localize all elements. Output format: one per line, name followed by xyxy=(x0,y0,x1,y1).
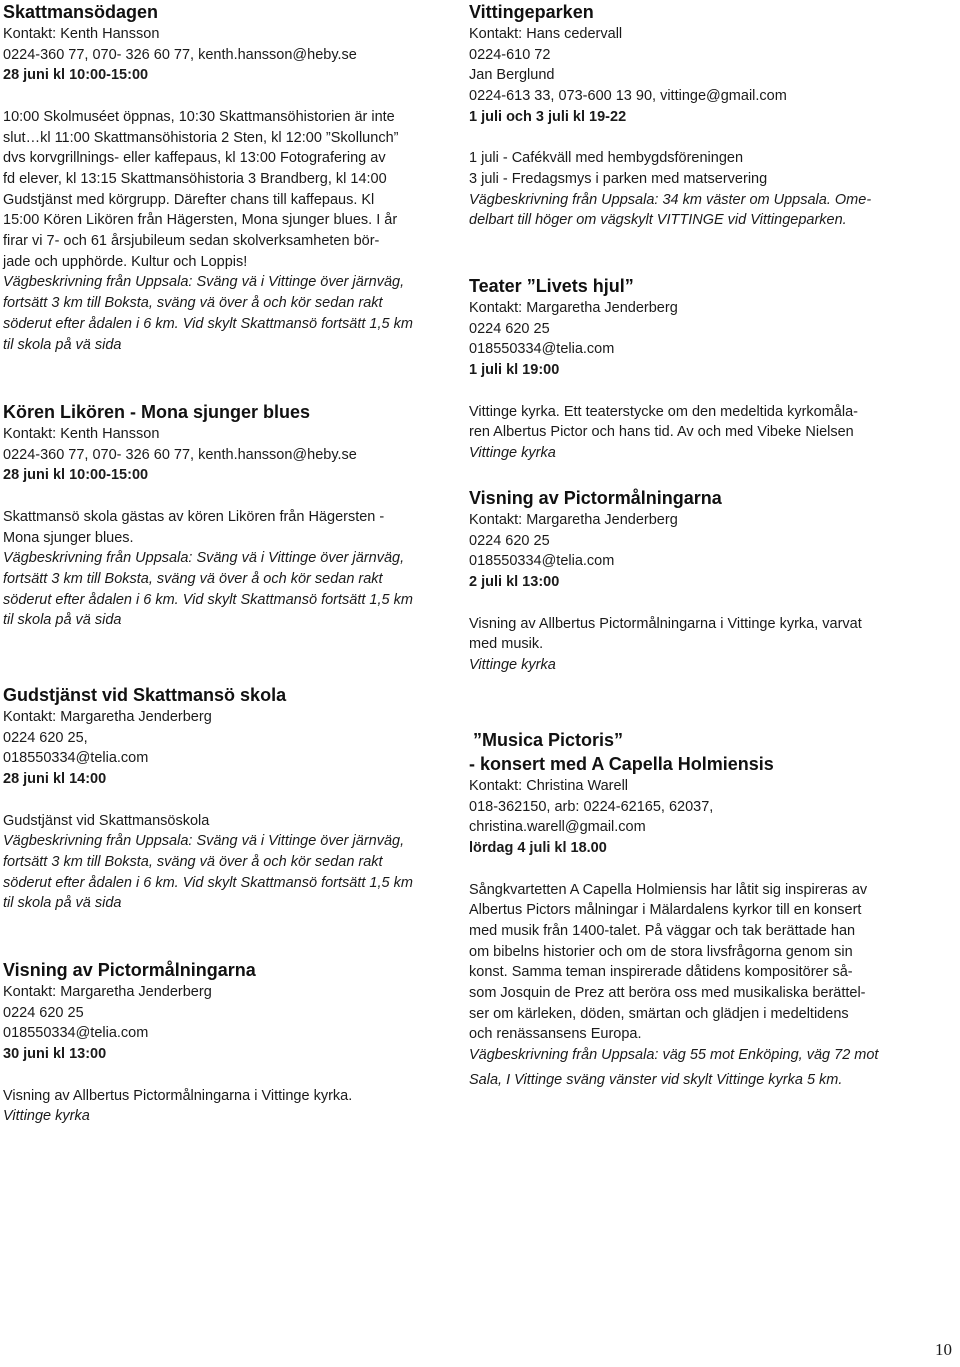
page-number: 10 xyxy=(935,1340,952,1360)
event-date: lördag 4 juli kl 18.00 xyxy=(469,840,607,857)
event-body-line: konst. Samma teman inspirerade dåtidens kompositörer så- xyxy=(469,964,853,981)
event-title: Kören Likören - Mona sjunger blues xyxy=(3,402,311,422)
event-place: Vittinge kyrka xyxy=(469,656,556,673)
event-body-line: och renässansens Europa. xyxy=(469,1026,642,1043)
event-directions-line: til skola på vä sida xyxy=(3,612,122,629)
event-date: 30 juni kl 13:00 xyxy=(3,1046,107,1063)
event-body-line: jade och upphörde. Kultur och Loppis! xyxy=(3,253,248,270)
event-directions-line: Sala, I Vittinge sväng vänster vid skylt Vittinge kyrka 5 km. xyxy=(469,1071,843,1088)
event-phone: 0224 620 25, xyxy=(3,729,88,746)
event-musica-pictoris xyxy=(469,728,939,1091)
event-contact-name: Jan Berglund xyxy=(469,67,555,84)
event-contact: Kontakt: Hans cedervall xyxy=(469,26,623,42)
event-gudstjanst xyxy=(3,683,455,914)
event-contact: Kontakt: Christina Warell xyxy=(469,778,629,794)
event-body-line: Visning av Allbertus Pictormålningarna i Vittinge kyrka. xyxy=(3,1087,353,1104)
event-body-line: Gudstjänst med körgrupp. Därefter chans till kaffepaus. Kl xyxy=(3,191,375,208)
event-body-line: som Josquin de Prez att beröra oss med musikaliska berättel- xyxy=(469,985,866,1002)
event-contact: Kontakt: Margaretha Jenderberg xyxy=(469,300,678,316)
event-visning-pictor-2juli xyxy=(469,486,939,676)
event-directions-line: til skola på vä sida xyxy=(3,895,122,912)
event-teater-livets-hjul xyxy=(469,274,939,464)
event-date: 2 juli kl 13:00 xyxy=(469,574,560,591)
event-directions-line: Vägbeskrivning från Uppsala: Sväng vä i Vittinge över järnväg, xyxy=(3,833,405,850)
event-body-line: Visning av Allbertus Pictormålningarna i Vittinge kyrka, varvat xyxy=(469,615,862,632)
event-body-line: firar vi 7- och 61 årsjubileum sedan skolverksamheten bör- xyxy=(3,233,380,250)
event-vittingeparken xyxy=(469,0,939,231)
event-place: Vittinge kyrka xyxy=(469,444,556,461)
event-title: Gudstjänst vid Skattmansö skola xyxy=(3,685,287,705)
event-body-line: Sångkvartetten A Capella Holmiensis har låtit sig inspireras av xyxy=(469,881,868,898)
event-directions-line: fortsätt 3 km till Boksta, sväng vä över å och kör sedan rakt xyxy=(3,570,383,587)
event-contact: Kontakt: Kenth Hansson xyxy=(3,26,160,42)
event-body-line: Gudstjänst vid Skattmansöskola xyxy=(3,812,210,829)
event-body-line: ren Albertus Pictor och hans tid. Av och med Vibeke Nielsen xyxy=(469,424,854,441)
event-title: ”Musica Pictoris” xyxy=(473,730,624,750)
event-phone: 0224-360 77, 070- 326 60 77, kenth.hansson@heby.se xyxy=(3,446,357,463)
event-directions-line: söderut efter ådalen i 6 km. Vid skylt Skattmansö fortsätt 1,5 km xyxy=(3,315,413,332)
event-directions-line: fortsätt 3 km till Boksta, sväng vä över å och kör sedan rakt xyxy=(3,295,383,312)
event-contact: Kontakt: Margaretha Jenderberg xyxy=(3,709,212,725)
event-date: 28 juni kl 14:00 xyxy=(3,771,107,788)
event-title: Visning av Pictormålningarna xyxy=(469,488,722,508)
event-body-line: fd elever, kl 13:15 Skattmansöhistoria 3 Brandberg, kl 14:00 xyxy=(3,170,387,187)
event-directions-line: Vägbeskrivning från Uppsala: Sväng vä i Vittinge över järnväg, xyxy=(3,274,405,291)
event-visning-pictor-30juni xyxy=(3,958,455,1127)
event-email: 018550334@telia.com xyxy=(469,341,615,358)
event-phone: 0224-360 77, 070- 326 60 77, kenth.hansson@heby.se xyxy=(3,46,357,63)
event-date: 28 juni kl 10:00-15:00 xyxy=(3,467,149,484)
event-email: 018550334@telia.com xyxy=(3,1025,149,1042)
event-directions-line: söderut efter ådalen i 6 km. Vid skylt Skattmansö fortsätt 1,5 km xyxy=(3,874,413,891)
event-directions-line: til skola på vä sida xyxy=(3,336,122,353)
event-body-line: med musik från 1400-talet. På väggar och tak berättade han xyxy=(469,922,856,939)
event-subtitle: - konsert med A Capella Holmiensis xyxy=(469,754,774,774)
event-body-line: ser om kärleken, döden, smärtan och glädjen i medeltidens xyxy=(469,1005,849,1022)
event-title: Visning av Pictormålningarna xyxy=(3,960,256,980)
event-title: Skattmansödagen xyxy=(3,2,159,22)
event-body-line: Albertus Pictors målningar i Mälardalens kyrkor till en konsert xyxy=(469,902,862,919)
event-title: Teater ”Livets hjul” xyxy=(469,276,634,296)
event-contact: Kontakt: Kenth Hansson xyxy=(3,426,160,442)
event-email: christina.warell@gmail.com xyxy=(469,819,646,836)
event-date: 1 juli och 3 juli kl 19-22 xyxy=(469,108,627,125)
event-date: 28 juni kl 10:00-15:00 xyxy=(3,67,149,84)
event-phone: 0224-613 33, 073-600 13 90, vittinge@gmail.com xyxy=(469,88,787,105)
event-directions-line: söderut efter ådalen i 6 km. Vid skylt Skattmansö fortsätt 1,5 km xyxy=(3,591,413,608)
event-body-line: Vittinge kyrka. Ett teaterstycke om den medeltida kyrkomåla- xyxy=(469,403,858,420)
event-skattmansodagen xyxy=(3,0,455,355)
event-directions-line: Vägbeskrivning från Uppsala: 34 km väster om Uppsala. Ome- xyxy=(469,191,872,208)
event-directions-line: delbart till höger om vägskylt VITTINGE vid Vittingeparken. xyxy=(469,212,847,229)
event-phone: 018-362150, arb: 0224-62165, 62037, xyxy=(469,798,714,815)
event-body-line: med musik. xyxy=(469,636,544,653)
event-body-line: Skattmansö skola gästas av kören Likören från Hägersten - xyxy=(3,508,385,525)
event-phone: 0224 620 25 xyxy=(469,532,550,549)
event-email: 018550334@telia.com xyxy=(469,553,615,570)
event-date: 1 juli kl 19:00 xyxy=(469,362,560,379)
event-contact: Kontakt: Margaretha Jenderberg xyxy=(469,512,678,528)
event-body-line: 15:00 Kören Likören från Hägersten, Mona sjunger blues. I år xyxy=(3,212,398,229)
event-body-line: 10:00 Skolmuséet öppnas, 10:30 Skattmansöhistorien är inte xyxy=(3,108,395,125)
event-body-line: Mona sjunger blues. xyxy=(3,529,134,546)
event-email: 018550334@telia.com xyxy=(3,750,149,767)
event-body-line: dvs korvgrillnings- eller kaffepaus, kl 13:00 Fotografering av xyxy=(3,150,386,167)
event-body-line: 3 juli - Fredagsmys i parken med matservering xyxy=(469,170,768,187)
event-phone: 0224 620 25 xyxy=(3,1004,84,1021)
event-title: Vittingeparken xyxy=(469,2,594,22)
event-directions-line: Vägbeskrivning från Uppsala: Sväng vä i Vittinge över järnväg, xyxy=(3,550,405,567)
event-directions-line: Vägbeskrivning från Uppsala: väg 55 mot Enköping, väg 72 mot xyxy=(469,1047,879,1064)
event-body-line: slut…kl 11:00 Skattmansöhistoria 2 Sten, kl 12:00 ”Skollunch” xyxy=(3,129,399,146)
event-contact: Kontakt: Margaretha Jenderberg xyxy=(3,984,212,1000)
event-phone: 0224 620 25 xyxy=(469,320,550,337)
event-body-line: 1 juli - Cafékväll med hembygdsföreningen xyxy=(469,150,744,167)
event-directions-line: fortsätt 3 km till Boksta, sväng vä över å och kör sedan rakt xyxy=(3,853,383,870)
event-body-line: om bibelns historier och om de stora livsfrågorna genom sin xyxy=(469,943,853,960)
event-phone: 0224-610 72 xyxy=(469,46,551,63)
event-place: Vittinge kyrka xyxy=(3,1108,90,1125)
event-koren-likoren xyxy=(3,400,455,631)
